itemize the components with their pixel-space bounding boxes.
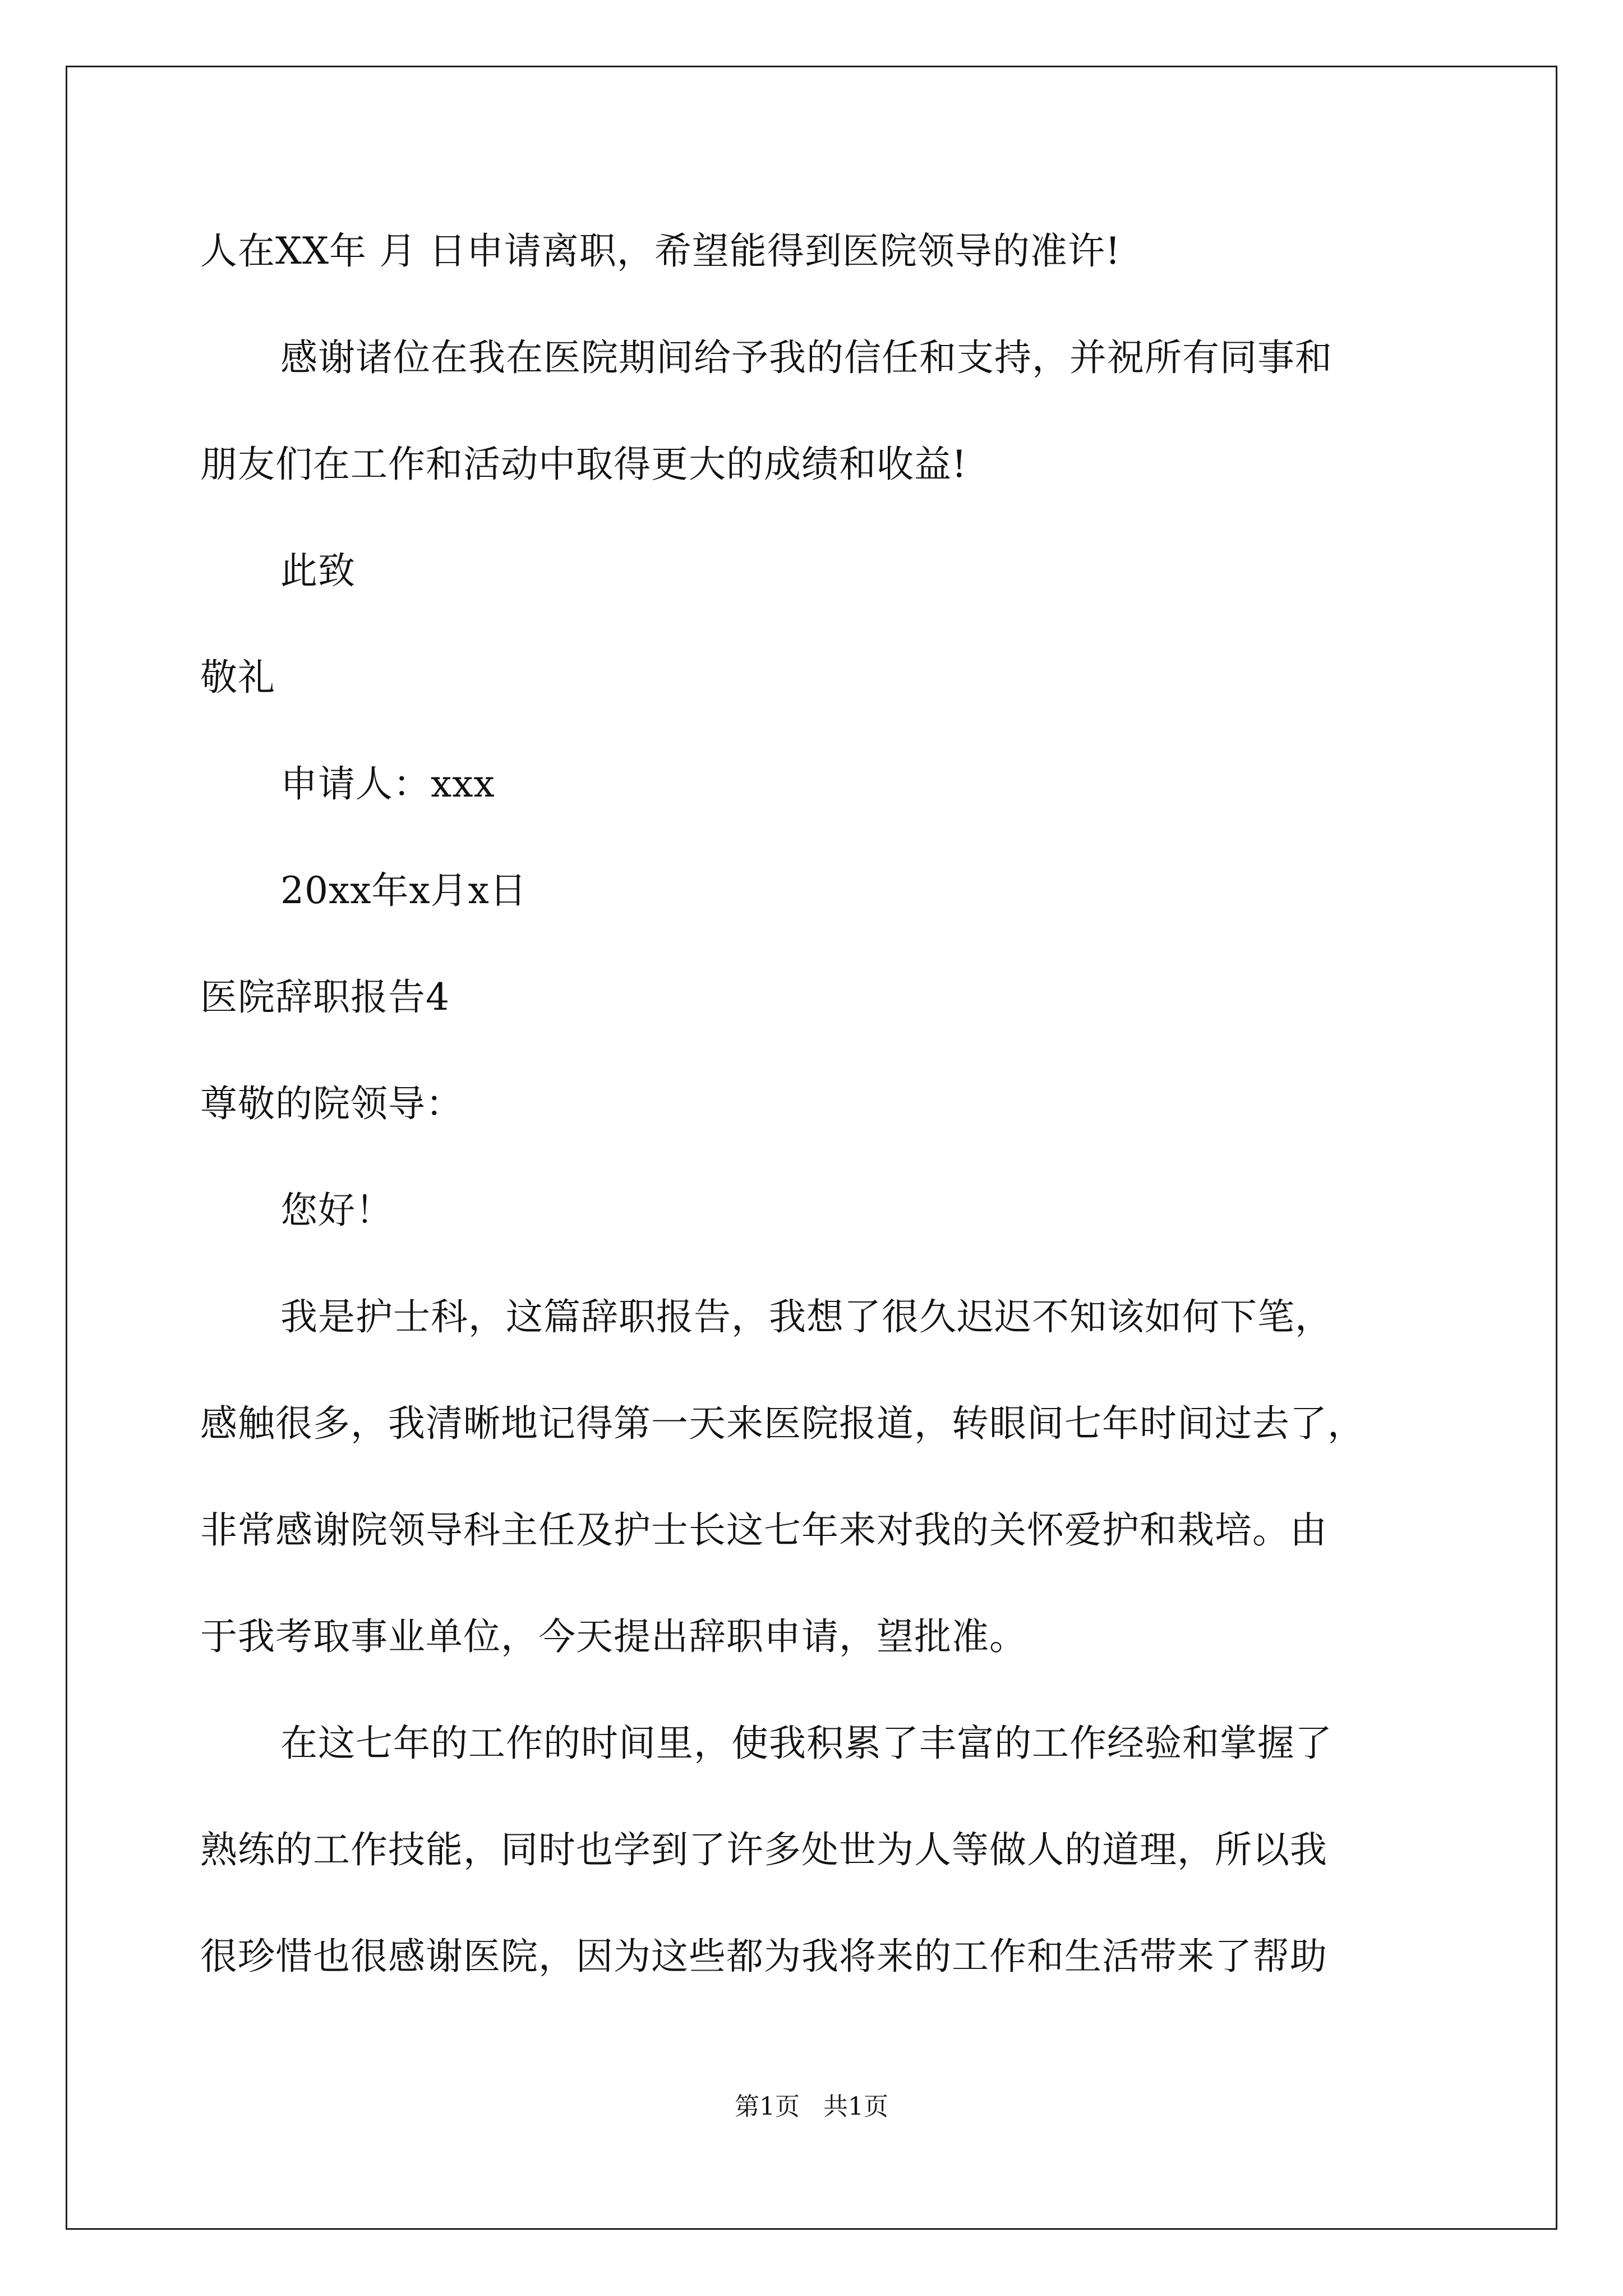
page-border bbox=[66, 66, 1557, 2230]
body-line-12: 感触很多，我清晰地记得第一天来医院报道，转眼间七年时间过去了， bbox=[200, 1402, 1365, 1445]
applicant-line: 申请人：xxx bbox=[280, 762, 495, 806]
section-title: 医院辞职报告4 bbox=[200, 976, 450, 1019]
body-line-3: 朋友们在工作和活动中取得更大的成绩和收益! bbox=[200, 443, 967, 486]
page-footer: 第1页 共1页 bbox=[735, 2092, 888, 2121]
greeting: 您好！ bbox=[280, 1189, 393, 1232]
closing-cizhi: 此致 bbox=[280, 549, 356, 592]
date-line: 20xx年x月x日 bbox=[280, 869, 527, 912]
body-line-14: 于我考取事业单位，今天提出辞职申请，望批准。 bbox=[200, 1615, 1027, 1658]
body-line-15: 在这七年的工作的时间里，使我积累了丰富的工作经验和掌握了 bbox=[280, 1722, 1332, 1765]
body-line-13: 非常感谢院领导科主任及护士长这七年来对我的关怀爱护和栽培。由 bbox=[200, 1508, 1327, 1552]
body-line-17: 很珍惜也很感谢医院，因为这些都为我将来的工作和生活带来了帮助 bbox=[200, 1935, 1327, 1978]
closing-jingli: 敬礼 bbox=[200, 656, 275, 699]
body-line-11: 我是护士科，这篇辞职报告，我想了很久迟迟不知该如何下笔， bbox=[280, 1295, 1332, 1338]
body-line-2: 感谢诸位在我在医院期间给予我的信任和支持，并祝所有同事和 bbox=[280, 336, 1332, 379]
salutation: 尊敬的院领导： bbox=[200, 1082, 463, 1125]
body-line-1: 人在XX年 月 日申请离职，希望能得到医院领导的准许! bbox=[200, 229, 1121, 273]
body-line-16: 熟练的工作技能，同时也学到了许多处世为人等做人的道理，所以我 bbox=[200, 1828, 1327, 1871]
